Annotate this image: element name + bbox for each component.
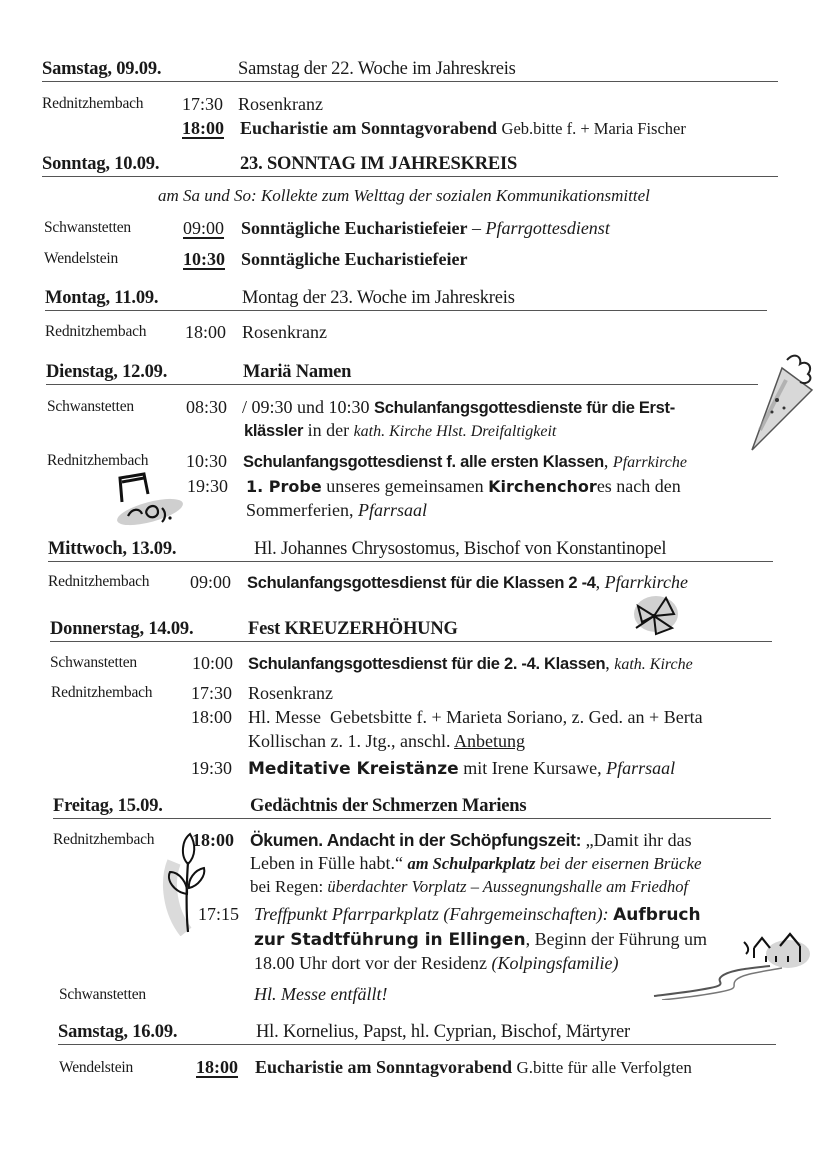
day-feast: Montag der 23. Woche im Jahreskreis bbox=[242, 288, 515, 308]
entry-title-continued: klässler bbox=[244, 422, 304, 440]
entry-time: 17:30 bbox=[191, 683, 233, 703]
entry-mid: unseres gemeinsamen bbox=[321, 476, 489, 496]
town-road-icon bbox=[650, 928, 815, 1000]
entry-note: Hl. Messe entfällt! bbox=[254, 984, 388, 1004]
entry-line bbox=[255, 1055, 692, 1080]
entry-extra: kath. Kirche Hlst. Dreifaltigkeit bbox=[353, 423, 557, 440]
entry-time: 18:00 bbox=[182, 118, 224, 138]
entry-time: 09:00 bbox=[190, 572, 232, 592]
entry-line bbox=[248, 651, 693, 677]
entry-time: 18:00 bbox=[185, 322, 227, 342]
entry-extra: Pfarrgottesdienst bbox=[485, 218, 610, 238]
day-feast: Samstag der 22. Woche im Jahreskreis bbox=[238, 59, 516, 79]
entry-line bbox=[243, 449, 687, 475]
entry-mid-2: es nach den bbox=[596, 476, 681, 496]
entry-line bbox=[254, 927, 707, 952]
entry-title: Schulanfangsgottesdienste für die Erst- bbox=[374, 399, 675, 417]
entry-line bbox=[246, 474, 681, 499]
entry-mid: mit Irene Kursawe, bbox=[458, 758, 607, 778]
day-heading bbox=[53, 794, 771, 819]
entry-place: Schwanstetten bbox=[59, 986, 146, 1003]
entry-title: Rosenkranz bbox=[248, 683, 333, 703]
entry-place: Wendelstein bbox=[44, 250, 119, 267]
entry-line bbox=[246, 498, 427, 522]
entry-location-detail: bei der eisernen Brücke bbox=[535, 854, 702, 873]
entry-line bbox=[250, 828, 692, 852]
entry-line2: Kollischan z. 1. Jtg., anschl. bbox=[248, 731, 454, 751]
entry-time: 17:30 bbox=[182, 94, 224, 114]
day-feast: Fest KREUZERHÖHUNG bbox=[248, 619, 458, 639]
entry-place: Schwanstetten bbox=[47, 398, 134, 415]
entry-separator: , bbox=[605, 653, 615, 673]
entry-title: Sonntägliche Eucharistiefeier bbox=[241, 218, 468, 238]
entry-line3: bei Regen: bbox=[250, 877, 328, 896]
entry-line bbox=[248, 756, 675, 781]
day-feast: 23. SONNTAG IM JAHRESKREIS bbox=[240, 154, 518, 174]
entry-mid: , Beginn der Führung um bbox=[525, 929, 708, 949]
day-date: Sonntag, 10.09. bbox=[42, 154, 160, 174]
entry-separator: , bbox=[595, 572, 605, 592]
day-date: Dienstag, 12.09. bbox=[46, 362, 168, 382]
entry-title: Aufbruch bbox=[613, 905, 701, 925]
entry-line bbox=[244, 418, 556, 444]
entry-time: 19:30 bbox=[191, 758, 233, 778]
day-heading bbox=[48, 537, 773, 562]
entry-pre: Treffpunkt Pfarrparkplatz (Fahrgemeinschaften): bbox=[254, 904, 614, 924]
entry-place: Rednitzhembach bbox=[53, 831, 155, 848]
entry-line bbox=[241, 216, 610, 240]
entry-place: Schwanstetten bbox=[50, 654, 137, 671]
entry-title: Meditative Kreistänze bbox=[248, 759, 459, 779]
entry-title: Eucharistie am Sonntagvorabend bbox=[240, 118, 498, 138]
entry-line bbox=[250, 874, 688, 899]
entry-line bbox=[248, 729, 525, 753]
entry-place: Rednitzhembach bbox=[47, 452, 149, 469]
entry-title: Sonntägliche Eucharistiefeier bbox=[241, 249, 468, 269]
day-note: am Sa und So: Kollekte zum Welttag der sozialen Kommunikationsmittel bbox=[158, 186, 650, 205]
entry-line2: Sommerferien, bbox=[246, 500, 358, 520]
entry-line bbox=[254, 902, 701, 927]
day-feast: Hl. Kornelius, Papst, hl. Cyprian, Bischof, Märtyrer bbox=[256, 1022, 630, 1042]
entry-separator: – bbox=[467, 218, 486, 238]
plant-sprout-icon bbox=[160, 832, 216, 936]
entry-title-2: Kirchenchor bbox=[488, 477, 597, 496]
entry-title: 1. Probe bbox=[246, 477, 322, 496]
entry-location: am Schulparkplatz bbox=[407, 854, 536, 873]
entry-title: Rosenkranz bbox=[242, 322, 327, 342]
entry-time: 09:00 bbox=[183, 218, 225, 238]
entry-extra: Pfarrsaal bbox=[357, 500, 427, 520]
day-feast: Mariä Namen bbox=[243, 362, 352, 382]
day-date: Donnerstag, 14.09. bbox=[50, 619, 194, 639]
entry-place: Rednitzhembach bbox=[45, 323, 147, 340]
entry-title: Schulanfangsgottesdienst für die 2. -4. Klassen bbox=[248, 655, 606, 673]
day-date: Montag, 11.09. bbox=[45, 288, 159, 308]
entry-title: Ökumen. Andacht in der Schöpfungszeit: bbox=[250, 830, 582, 850]
entry-rain-location: überdachter Vorplatz – Aussegnungshalle am Friedhof bbox=[327, 877, 689, 896]
entry-time: 17:15 bbox=[198, 904, 240, 924]
entry-title-2: zur Stadtführung in Ellingen bbox=[254, 930, 526, 950]
entry-mid: in der bbox=[303, 420, 354, 440]
pinwheel-icon bbox=[626, 594, 686, 638]
entry-title: Hl. Messe Gebetsbitte f. + Marieta Soriano, z. Ged. an + Berta bbox=[248, 707, 703, 727]
entry-place: Rednitzhembach bbox=[42, 95, 144, 112]
entry-place: Schwanstetten bbox=[44, 219, 131, 236]
music-note-icon bbox=[108, 468, 188, 528]
entry-extra: Pfarrkirche bbox=[604, 572, 688, 592]
entry-extra: Pfarrsaal bbox=[606, 758, 676, 778]
entry-line bbox=[254, 951, 618, 975]
entry-title: Schulanfangsgottesdienst f. alle ersten Klassen bbox=[243, 453, 604, 471]
entry-time: 10:30 bbox=[186, 451, 228, 471]
entry-line bbox=[240, 116, 686, 141]
entry-place: Wendelstein bbox=[59, 1059, 134, 1076]
entry-line bbox=[250, 851, 702, 876]
entry-time: 10:30 bbox=[183, 249, 225, 269]
entry-place: Rednitzhembach bbox=[48, 573, 150, 590]
entry-line bbox=[242, 395, 675, 420]
entry-time: 08:30 bbox=[186, 397, 228, 417]
entry-extra: Geb.bitte f. + Maria Fischer bbox=[501, 119, 686, 138]
entry-extra: G.bitte für alle Verfolgten bbox=[516, 1058, 692, 1077]
entry-organizer: (Kolpingsfamilie) bbox=[491, 953, 619, 973]
entry-time: 18:00 bbox=[196, 1057, 238, 1077]
day-date: Freitag, 15.09. bbox=[53, 796, 163, 816]
day-heading bbox=[58, 1020, 776, 1045]
entry-mid: „Damit ihr das bbox=[581, 830, 692, 850]
entry-time: 19:30 bbox=[187, 476, 229, 496]
day-heading bbox=[42, 57, 778, 82]
day-date: Samstag, 09.09. bbox=[42, 59, 162, 79]
anbetung-link[interactable]: Anbetung bbox=[453, 731, 525, 751]
entry-title: Schulanfangsgottesdienst für die Klassen 2 -4 bbox=[247, 574, 596, 592]
entry-time: 18:00 bbox=[192, 830, 234, 850]
entry-line bbox=[247, 570, 688, 595]
entry-line3: 18.00 Uhr dort vor der Residenz bbox=[254, 953, 492, 973]
entry-time: 10:00 bbox=[192, 653, 234, 673]
day-date: Samstag, 16.09. bbox=[58, 1022, 178, 1042]
entry-extra: Pfarrkirche bbox=[612, 454, 687, 471]
day-feast: Hl. Johannes Chrysostomus, Bischof von Konstantinopel bbox=[254, 539, 667, 559]
entry-pre: / 09:30 und 10:30 bbox=[242, 397, 375, 417]
entry-title: Rosenkranz bbox=[238, 94, 323, 114]
day-feast: Gedächtnis der Schmerzen Mariens bbox=[250, 796, 527, 816]
entry-time: 18:00 bbox=[191, 707, 233, 727]
entry-line2: Leben in Fülle habt.“ bbox=[250, 853, 408, 873]
day-heading bbox=[42, 152, 778, 177]
school-cone-icon bbox=[742, 350, 822, 455]
entry-place: Rednitzhembach bbox=[51, 684, 153, 701]
day-heading bbox=[46, 360, 758, 385]
day-date: Mittwoch, 13.09. bbox=[48, 539, 177, 559]
entry-extra: kath. Kirche bbox=[614, 656, 693, 673]
entry-title: Eucharistie am Sonntagvorabend bbox=[255, 1057, 513, 1077]
entry-separator: , bbox=[603, 451, 613, 471]
day-heading bbox=[45, 286, 767, 311]
